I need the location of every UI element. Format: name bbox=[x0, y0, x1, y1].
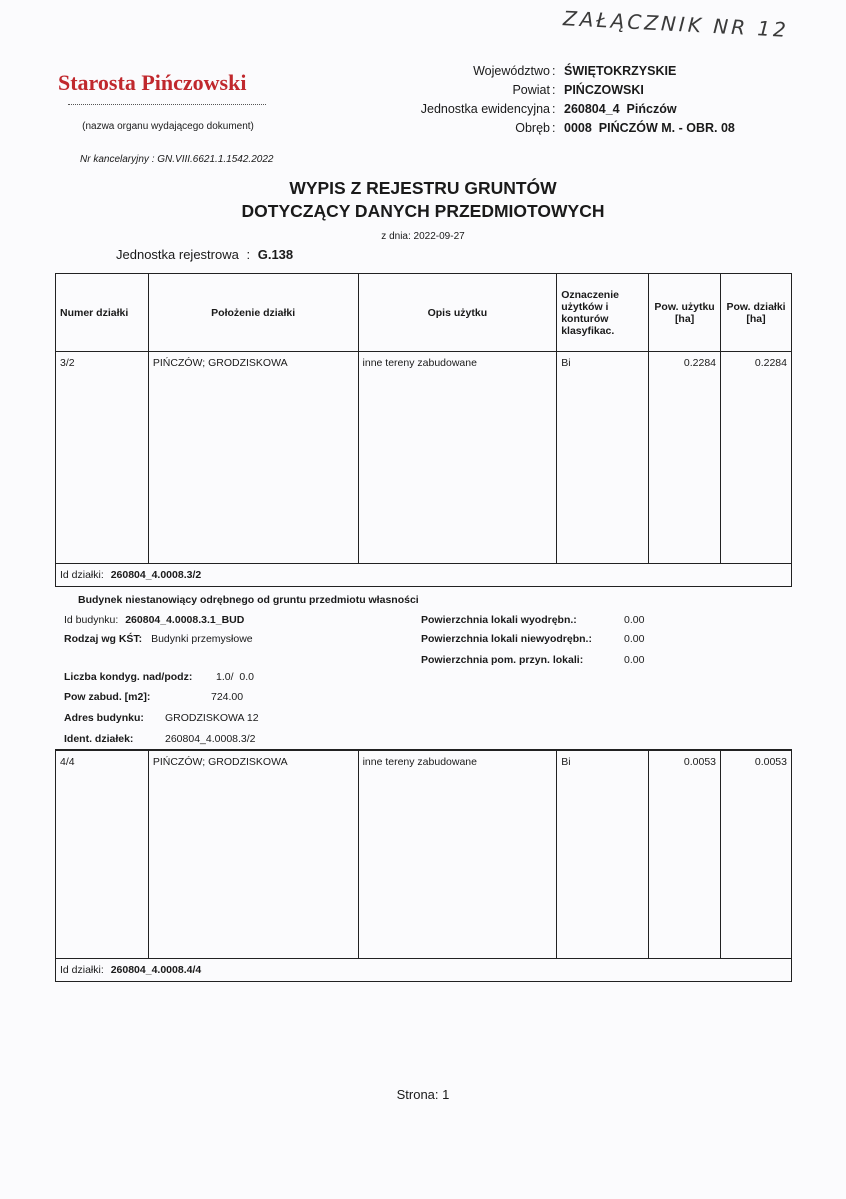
aux-rooms-value: 0.00 bbox=[624, 654, 645, 666]
parcel-id-label: Id działki: bbox=[60, 963, 104, 976]
registry-unit-value: G.138 bbox=[257, 247, 294, 262]
precinct-value: 0008 PIŃCZÓW M. - OBR. 08 bbox=[564, 121, 735, 135]
table-row bbox=[56, 352, 792, 564]
chancery-number bbox=[80, 154, 273, 165]
sep-units-label: Powierzchnia lokali wyodrębn.: bbox=[421, 614, 577, 626]
header-location: Położenie działki bbox=[148, 274, 358, 352]
storeys-value: 1.0/ 0.0 bbox=[216, 671, 254, 683]
parcel-number: 4/4 bbox=[56, 750, 149, 958]
building-type-label: Rodzaj wg KŚT: bbox=[64, 633, 143, 645]
parcel-area-use: 0.0053 bbox=[649, 750, 721, 958]
voivodeship-value: ŚWIĘTOKRZYSKIE bbox=[564, 64, 677, 78]
header-number: Numer działki bbox=[56, 274, 149, 352]
nonsep-units-label: Powierzchnia lokali niewyodrębn.: bbox=[421, 633, 592, 645]
parcel-ids-value: 260804_4.0008.3/2 bbox=[165, 733, 256, 745]
separator: : bbox=[552, 83, 556, 97]
building-id-label: Id budynku: bbox=[64, 614, 119, 626]
parcel-area-parcel: 0.2284 bbox=[721, 352, 792, 564]
parcel-description: inne tereny zabudowane bbox=[358, 352, 557, 564]
parcel-location: PIŃCZÓW; GRODZISKOWA bbox=[148, 352, 358, 564]
precinct-label: Obręb bbox=[515, 121, 550, 135]
parcel-id-row bbox=[56, 564, 792, 587]
aux-rooms-label: Powierzchnia pom. przyn. lokali: bbox=[421, 654, 584, 666]
document-subtitle: DOTYCZĄCY DANYCH PRZEDMIOTOWYCH bbox=[241, 201, 605, 221]
building-type-value: Budynki przemysłowe bbox=[151, 633, 253, 645]
separator: : bbox=[552, 64, 556, 78]
chancery-label: Nr kancelaryjny : bbox=[80, 154, 155, 165]
unit-label: Jednostka ewidencyjna bbox=[420, 102, 550, 116]
table-row bbox=[56, 750, 792, 958]
separator: : bbox=[246, 247, 251, 262]
parcel-ids-label: Ident. działek: bbox=[64, 733, 134, 745]
header-area-parcel: Pow. działki [ha] bbox=[721, 274, 792, 352]
authority-caption: (nazwa organu wydającego dokument) bbox=[82, 121, 254, 132]
storeys-label: Liczba kondyg. nad/podz: bbox=[64, 671, 193, 683]
authority-name: Starosta Pińczowski bbox=[58, 70, 247, 95]
built-area-value: 724.00 bbox=[211, 691, 244, 703]
parcel-table-continued bbox=[55, 749, 792, 982]
authority-dotted-line bbox=[68, 104, 266, 105]
building-heading: Budynek niestanowiący odrębnego od gruntu przedmiotu własności bbox=[78, 594, 419, 606]
date-label: z dnia: bbox=[381, 231, 411, 242]
registry-unit bbox=[116, 247, 293, 262]
parcel-id-value: 260804_4.0008.3/2 bbox=[110, 569, 202, 581]
date-value: 2022-09-27 bbox=[413, 231, 465, 242]
separator: : bbox=[552, 121, 556, 135]
header-description: Opis użytku bbox=[358, 274, 557, 352]
county-label: Powiat bbox=[512, 83, 550, 97]
building-type bbox=[64, 633, 253, 645]
voivodeship-label: Województwo bbox=[473, 64, 550, 78]
parcel-description: inne tereny zabudowane bbox=[358, 750, 557, 958]
header-designation: Oznaczenie użytków i konturów klasyfikac. bbox=[557, 274, 649, 352]
document-title: WYPIS Z REJESTRU GRUNTÓW bbox=[289, 178, 557, 198]
document-date bbox=[0, 231, 846, 242]
parcel-id-value: 260804_4.0008.4/4 bbox=[110, 963, 202, 976]
parcel-id-row bbox=[56, 958, 792, 981]
building-id-value: 260804_4.0008.3.1_BUD bbox=[125, 614, 245, 626]
separator: : bbox=[552, 102, 556, 116]
address-value: GRODZISKOWA 12 bbox=[165, 712, 259, 724]
built-area-label: Pow zabud. [m2]: bbox=[64, 691, 151, 703]
parcel-area-use: 0.2284 bbox=[649, 352, 721, 564]
parcel-id-label: Id działki: bbox=[60, 569, 104, 581]
sep-units-value: 0.00 bbox=[624, 614, 645, 626]
header-area-use: Pow. użytku [ha] bbox=[649, 274, 721, 352]
chancery-value: GN.VIII.6621.1.1542.2022 bbox=[157, 154, 274, 165]
parcel-number: 3/2 bbox=[56, 352, 149, 564]
county-value: PIŃCZOWSKI bbox=[564, 83, 644, 97]
registry-unit-label: Jednostka rejestrowa bbox=[116, 247, 239, 262]
parcel-designation: Bi bbox=[557, 352, 649, 564]
nonsep-units-value: 0.00 bbox=[624, 633, 645, 645]
unit-value: 260804_4 Pińczów bbox=[564, 102, 677, 116]
building-id bbox=[64, 614, 244, 626]
page-number: Strona: 1 bbox=[396, 1087, 450, 1102]
address-label: Adres budynku: bbox=[64, 712, 144, 724]
handwritten-annex-note: ZAŁĄCZNIK NR 12 bbox=[562, 6, 790, 42]
parcel-location: PIŃCZÓW; GRODZISKOWA bbox=[148, 750, 358, 958]
parcel-area-parcel: 0.0053 bbox=[721, 750, 792, 958]
parcel-designation: Bi bbox=[557, 750, 649, 958]
parcel-table bbox=[55, 273, 792, 587]
